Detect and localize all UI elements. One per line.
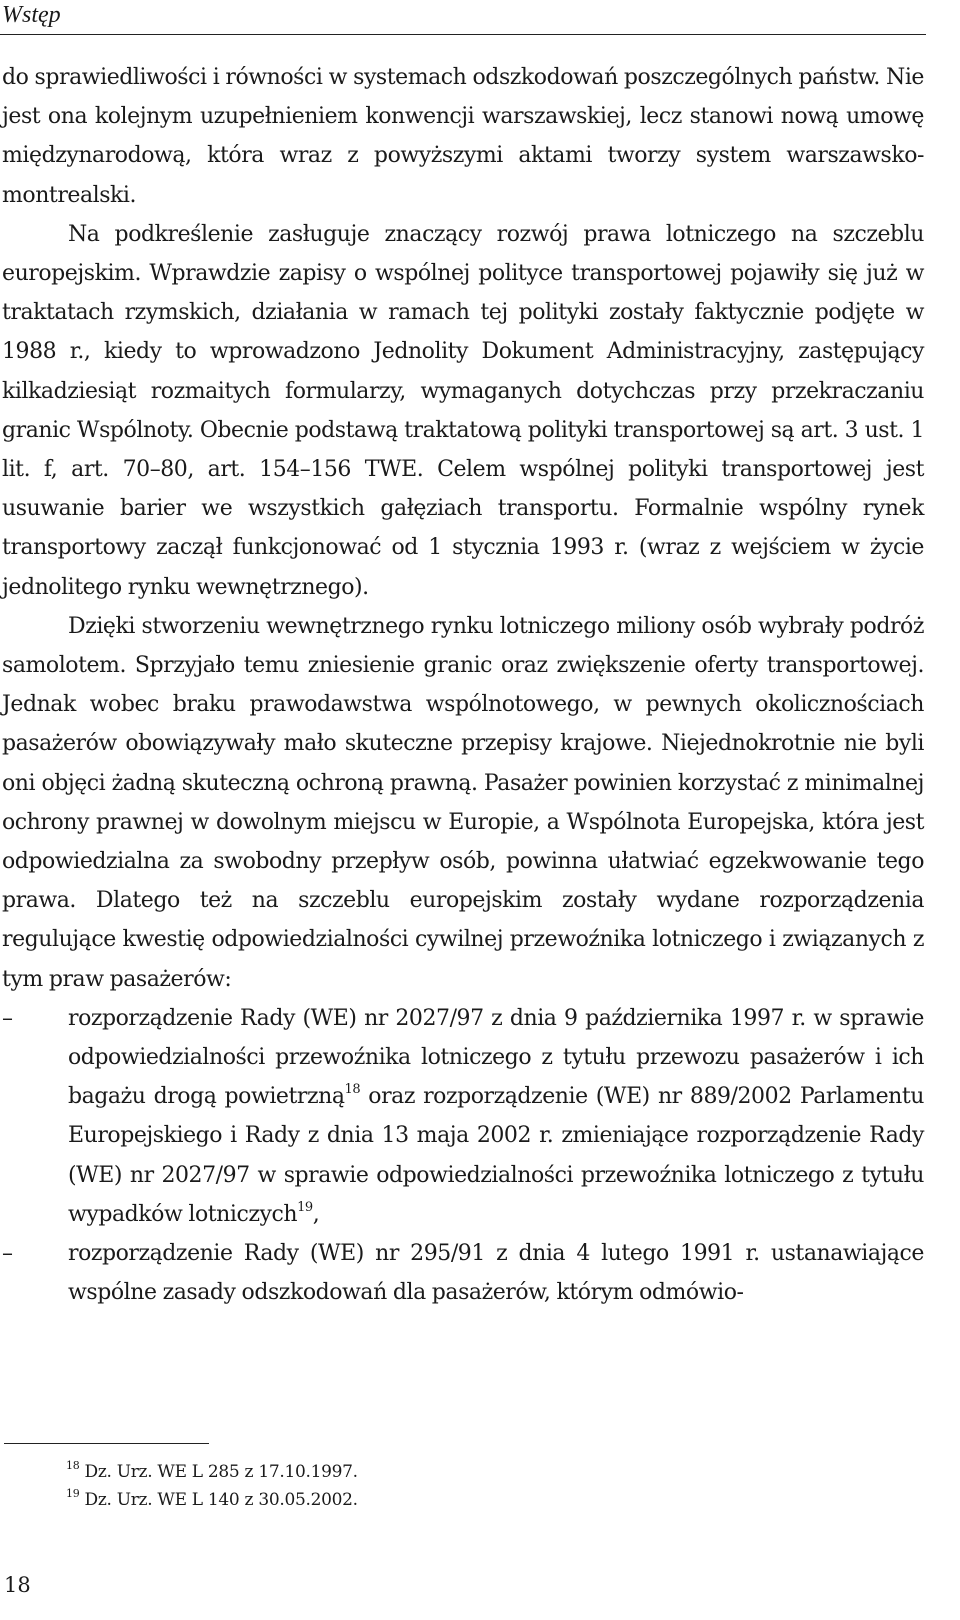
paragraph-2: Na podkreślenie zasługuje znaczący rozwój prawa lotniczego na szczeblu europejskim. Wprawdzie zapisy o wspólnej polityce transportowej pojawiły się już w traktatach rzymskich, działania w ramach tej polityki zostały faktycznie podjęte w 1988 r., kiedy to wprowadzono Jednolity Dokument Administracyjny, zastępujący kilkadziesiąt rozmaitych formularzy, wymaganych dotychczas przy przekraczaniu granic Wspólnoty. Obecnie podstawą traktatową polityki transportowej są art. 3 ust. 1 lit. f, art. 70–80, art. 154–156 TWE. Celem wspólnej polityki transportowej jest usuwanie barier we wszystkich gałęziach transportu. Formalnie wspólny rynek transportowy zaczął funkcjonować od 1 stycznia 1993 r. (wraz z wejściem w życie jednolitego rynku wewnętrznego). — [2, 221, 924, 600]
regulation-list — [2, 999, 924, 1313]
dash-marker: – — [2, 1241, 13, 1267]
footnote-ref-19[interactable]: 19 — [297, 1199, 313, 1215]
footnotes — [66, 1458, 906, 1514]
footnote-separator — [4, 1443, 209, 1444]
footnote-number: 19 — [66, 1487, 80, 1501]
footnote-text: Dz. Urz. WE L 140 z 30.05.2002. — [79, 1490, 358, 1510]
list-item — [2, 999, 924, 1234]
list-item-text: rozporządzenie Rady (WE) nr 2027/97 z dnia 9 października 1997 r. w sprawie odpowiedzialności przewoźnika lotniczego z tytułu przewozu pasażerów i ich bagażu drogą powietrzną — [68, 1005, 924, 1110]
running-head — [0, 0, 926, 35]
running-title: Wstęp — [2, 2, 61, 28]
footnote-text: Dz. Urz. WE L 285 z 17.10.1997. — [79, 1462, 358, 1482]
footnote-18 — [66, 1458, 906, 1486]
body-text — [2, 58, 924, 1313]
dash-marker: – — [2, 1005, 13, 1031]
list-item — [2, 1234, 924, 1312]
list-item-text: rozporządzenie Rady (WE) nr 295/91 z dnia 4 lutego 1991 r. ustanawiające wspólne zasady odszkodowań dla pasażerów, którym odmówio- — [68, 1241, 924, 1306]
paragraph-3: Dzięki stworzeniu wewnętrznego rynku lotniczego miliony osób wybrały podróż samolotem. Sprzyjało temu zniesienie granic oraz zwiększenie oferty transportowej. Jednak wobec braku prawodawstwa wspólnotowego, w pewnych okolicznościach pasażerów obowiązywały mało skuteczne przepisy krajowe. Niejednokrotnie nie byli oni objęci żadną skuteczną ochroną prawną. Pasażer powinien korzystać z minimalnej ochrony prawnej w dowolnym miejscu w Europie, a Wspólnota Europejska, która jest odpowiedzialna za swobodny przepływ osób, powinna ułatwiać egzekwowanie tego prawa. Dlatego też na szczeblu europejskim zostały wydane rozporządzenia regulujące kwestię odpowiedzialności cywilnej przewoźnika lotniczego i związanych z tym praw pasażerów: — [2, 613, 924, 992]
footnote-19 — [66, 1486, 906, 1514]
list-item-text: , — [312, 1201, 320, 1227]
list-item-text: oraz rozporządzenie (WE) nr 889/2002 Parlamentu Europejskiego i Rady z dnia 13 maja 2002 r. zmieniające rozporządzenie Rady (WE) nr 2027/97 w sprawie odpowiedzialności przewoźnika lotniczego z tytułu wypadków lotniczych — [68, 1084, 924, 1227]
paragraph-1: do sprawiedliwości i równości w systemach odszkodowań poszczególnych państw. Nie jest ona kolejnym uzupełnieniem konwencji warszawskiej, lecz stanowi nową umowę międzynarodową, która wraz z powyższymi aktami tworzy system warszawsko-montrealski. — [2, 65, 924, 208]
footnote-number: 18 — [66, 1459, 80, 1473]
page-number: 18 — [4, 1573, 31, 1597]
footnote-ref-18[interactable]: 18 — [344, 1081, 361, 1097]
